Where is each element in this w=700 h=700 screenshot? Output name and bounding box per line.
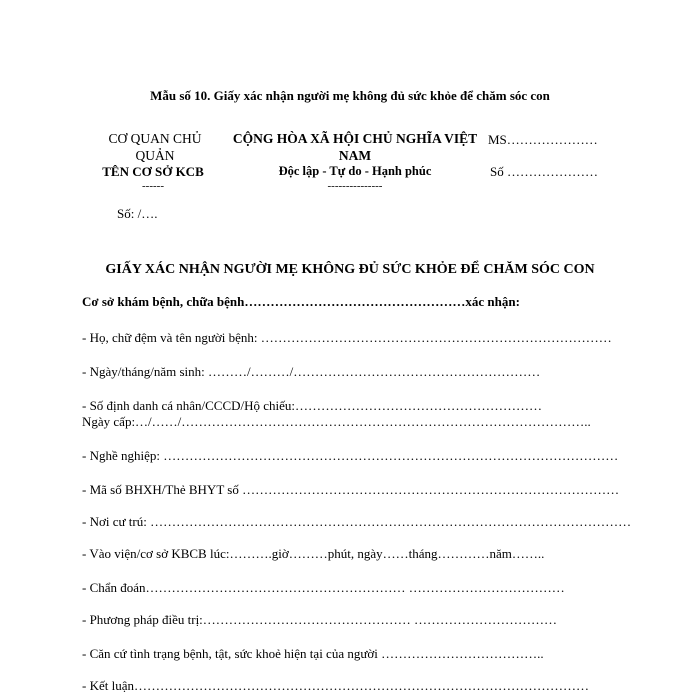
diagnosis-field: - Chẩn đoán…………………………………………………… ……………………………… xyxy=(82,580,565,595)
motto-divider: --------------- xyxy=(327,180,383,192)
issue-date-field: Ngày cấp:…/……/………………………………………………………………………………….. xyxy=(82,414,591,429)
ms-code-field: MS………………… xyxy=(488,132,598,147)
national-name: CỘNG HÒA XÃ HỘI CHỦ NGHĨA VIỆT NAM xyxy=(232,131,478,163)
facility-name: TÊN CƠ SỞ KCB xyxy=(102,164,204,179)
insurance-number-field: - Mã số BHXH/Thẻ BHYT số …………………………………………………………………………… xyxy=(82,482,620,497)
document-number-field: Số: /…. xyxy=(117,206,158,221)
treatment-method-field: - Phương pháp điều trị:………………………………………… …………………………… xyxy=(82,612,558,627)
agency-divider: ------ xyxy=(142,180,164,192)
residence-field: - Nơi cư trú: ………………………………………………………………………………………………… xyxy=(82,514,632,529)
occupation-field: - Nghề nghiệp: …………………………………………………………………………………………… xyxy=(82,448,619,463)
health-basis-field: - Căn cứ tình trạng bệnh, tật, sức khoẻ hiện tại của người ……………………………….. xyxy=(82,646,544,661)
birth-date-field: - Ngày/tháng/năm sinh: ………/………/………………………………………………… xyxy=(82,364,541,379)
conclusion-field: - Kết luận…………………………………………………………………………………………… xyxy=(82,678,589,693)
id-number-field: - Số định danh cá nhân/CCCD/Hộ chiếu:………………………………………………… xyxy=(82,398,543,413)
form-number-title: Mẫu số 10. Giấy xác nhận người mẹ không đủ sức khỏe để chăm sóc con xyxy=(150,88,550,103)
confirming-facility-line: Cơ sở khám bệnh, chữa bệnh……………………………………………xác nhận: xyxy=(82,294,520,309)
managing-agency-name: CƠ QUAN CHỦ QUẢN xyxy=(108,131,202,163)
number-field-right: Số ………………… xyxy=(490,164,598,179)
admission-time-field: - Vào viện/cơ sở KBCB lúc:……….giờ………phút, ngày……tháng…………năm…….. xyxy=(82,546,545,561)
document-title: GIẤY XÁC NHẬN NGƯỜI MẸ KHÔNG ĐỦ SỨC KHỎE ĐỂ CHĂM SÓC CON xyxy=(105,262,595,277)
national-motto: Độc lập - Tự do - Hạnh phúc xyxy=(278,164,432,178)
patient-name-field: - Họ, chữ đệm và tên người bệnh: ……………………………………………………………………… xyxy=(82,330,612,345)
